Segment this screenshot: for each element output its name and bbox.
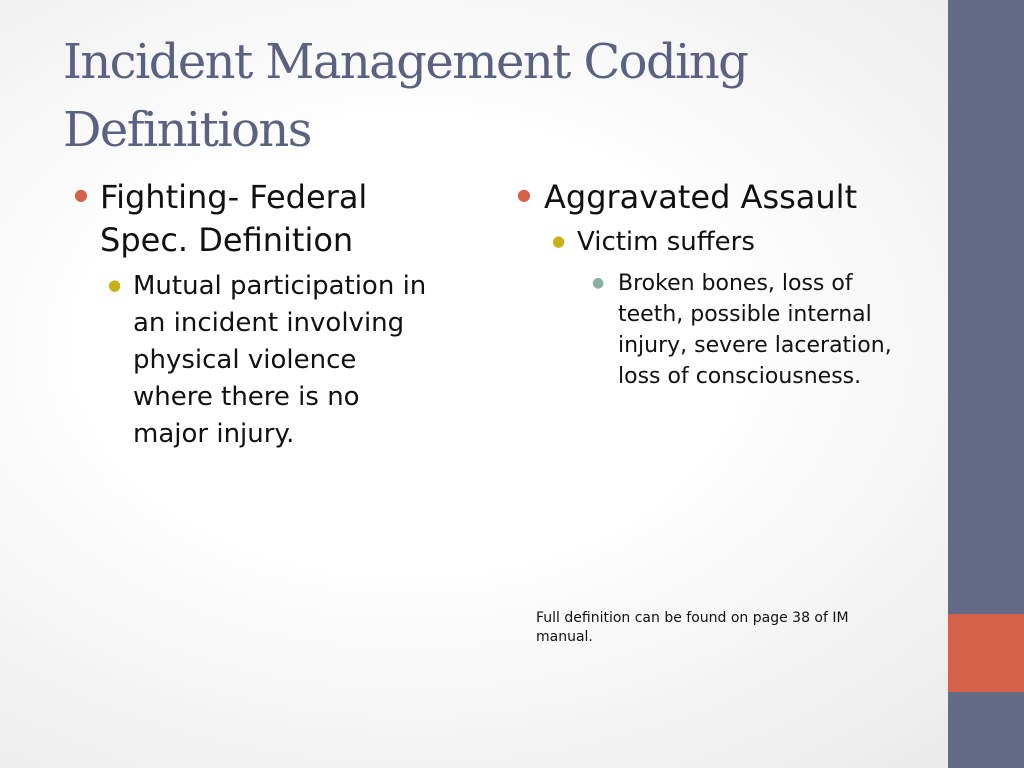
bullet-fighting — [72, 176, 442, 262]
bullet-dot-icon: ● — [108, 276, 122, 294]
bullet-aggravated-assault — [515, 176, 915, 219]
bullet-dot-icon: ● — [74, 185, 88, 204]
sub-bullet-mutual-participation-text: Mutual participation in an incident involving physical violence where there is no major injury. — [133, 271, 427, 449]
sub-sub-bullet-injuries-text: Broken bones, loss of teeth, possible internal injury, severe laceration, loss of consciousness. — [618, 271, 892, 389]
sub-sub-bullet-injuries — [515, 268, 915, 392]
bullet-fighting-text: Fighting- Federal Spec. Definition — [100, 178, 368, 259]
bullet-dot-icon: ● — [592, 275, 605, 291]
right-column — [515, 176, 915, 392]
left-column — [72, 176, 442, 453]
sub-bullet-mutual-participation — [72, 268, 442, 453]
slide-title-line-1: Incident Management Coding — [63, 34, 748, 90]
bullet-aggravated-assault-text: Aggravated Assault — [544, 178, 858, 216]
sidebar-accent-block — [948, 614, 1024, 692]
footnote: Full definition can be found on page 38 of IM manual. — [536, 610, 849, 645]
sub-bullet-victim-suffers — [515, 224, 915, 261]
slide-title-line-2: Definitions — [63, 102, 311, 158]
sub-bullet-victim-suffers-text: Victim suffers — [577, 227, 755, 257]
slide-title — [63, 28, 923, 164]
bullet-dot-icon: ● — [552, 232, 566, 250]
bullet-dot-icon: ● — [517, 185, 531, 204]
